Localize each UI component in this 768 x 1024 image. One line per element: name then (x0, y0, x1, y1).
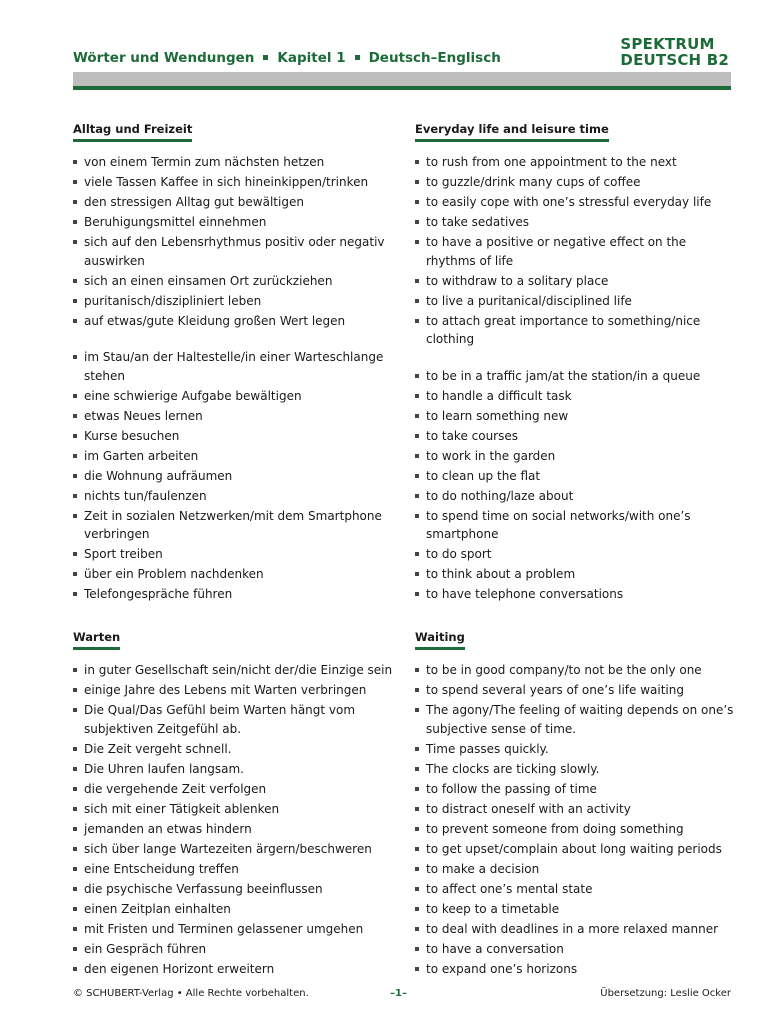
list-item: to take sedatives (415, 213, 735, 232)
list-item: nichts tun/faulenzen (73, 487, 393, 506)
separator-square-icon (263, 55, 268, 60)
list-item: to have a positive or negative effect on the rhythms of life (415, 233, 735, 270)
list-item: to clean up the flat (415, 467, 735, 486)
section-heading: Warten (73, 630, 120, 650)
list-item: jemanden an etwas hindern (73, 820, 393, 839)
list-item: Die Qual/Das Gefühl beim Warten hängt vom subjektiven Zeitgefühl ab. (73, 701, 393, 738)
list-item: to work in the garden (415, 447, 735, 466)
section-everyday (415, 118, 735, 604)
list-item: to rush from one appointment to the next (415, 153, 735, 172)
separator-square-icon (355, 55, 360, 60)
header-title (73, 50, 501, 66)
list-item: im Garten arbeiten (73, 447, 393, 466)
list-item: die psychische Verfassung beeinflussen (73, 880, 393, 899)
list-item: to guzzle/drink many cups of coffee (415, 173, 735, 192)
list-item: to get upset/complain about long waiting periods (415, 840, 735, 859)
list-item: to spend time on social networks/with one’s smartphone (415, 507, 735, 544)
list-item: to learn something new (415, 407, 735, 426)
list-item: im Stau/an der Haltestelle/in einer Warteschlange stehen (73, 348, 393, 385)
header-title-part: Wörter und Wendungen (73, 50, 255, 66)
list-item: Die Uhren laufen langsam. (73, 760, 393, 779)
list-item: von einem Termin zum nächsten hetzen (73, 153, 393, 172)
vocab-list (73, 153, 393, 604)
vocab-list (415, 153, 735, 604)
list-item: to have a conversation (415, 940, 735, 959)
list-item: ein Gespräch führen (73, 940, 393, 959)
section-warten (73, 626, 393, 980)
list-item: eine schwierige Aufgabe bewältigen (73, 387, 393, 406)
list-item: to think about a problem (415, 565, 735, 584)
list-item: Sport treiben (73, 545, 393, 564)
page-number: –1– (390, 988, 407, 999)
section-waiting (415, 626, 735, 980)
list-item: einige Jahre des Lebens mit Warten verbringen (73, 681, 393, 700)
list-item: eine Entscheidung treffen (73, 860, 393, 879)
list-item: The clocks are ticking slowly. (415, 760, 735, 779)
list-item: to make a decision (415, 860, 735, 879)
list-item: die Wohnung aufräumen (73, 467, 393, 486)
list-item: sich mit einer Tätigkeit ablenken (73, 800, 393, 819)
list-item: to affect one’s mental state (415, 880, 735, 899)
german-column (73, 118, 393, 976)
list-item: Die Zeit vergeht schnell. (73, 740, 393, 759)
list-item: to live a puritanical/disciplined life (415, 292, 735, 311)
list-item: to be in good company/to not be the only one (415, 661, 735, 680)
section-alltag (73, 118, 393, 604)
list-item: to keep to a timetable (415, 900, 735, 919)
list-item: to attach great importance to something/nice clothing (415, 312, 735, 349)
section-heading: Alltag und Freizeit (73, 122, 192, 142)
list-item: to expand one’s horizons (415, 960, 735, 979)
brand-line-2: DEUTSCH B2 (620, 51, 729, 69)
list-item: auf etwas/gute Kleidung großen Wert legen (73, 312, 393, 331)
list-item: to have telephone conversations (415, 585, 735, 604)
header-green-rule (73, 86, 731, 90)
brand-logo (620, 36, 729, 68)
list-item: The agony/The feeling of waiting depends on one’s subjective sense of time. (415, 701, 735, 738)
list-item: to deal with deadlines in a more relaxed manner (415, 920, 735, 939)
list-item: to do sport (415, 545, 735, 564)
list-item: sich an einen einsamen Ort zurückziehen (73, 272, 393, 291)
section-heading: Everyday life and leisure time (415, 122, 609, 142)
list-item: über ein Problem nachdenken (73, 565, 393, 584)
list-item: Telefongespräche führen (73, 585, 393, 604)
list-item: Beruhigungsmittel einnehmen (73, 213, 393, 232)
list-item: Kurse besuchen (73, 427, 393, 446)
list-item: to withdraw to a solitary place (415, 272, 735, 291)
section-heading: Waiting (415, 630, 465, 650)
header-title-part: Deutsch–Englisch (368, 50, 501, 66)
header-title-part: Kapitel 1 (277, 50, 346, 66)
list-item: mit Fristen und Terminen gelassener umgehen (73, 920, 393, 939)
list-item: to take courses (415, 427, 735, 446)
list-item: sich über lange Wartezeiten ärgern/beschweren (73, 840, 393, 859)
list-item: to follow the passing of time (415, 780, 735, 799)
english-column (415, 118, 735, 976)
brand-line-1: SPEKTRUM (620, 35, 715, 53)
page-header (73, 36, 731, 92)
list-item: puritanisch/diszipliniert leben (73, 292, 393, 311)
header-grey-bar (73, 72, 731, 86)
list-item: die vergehende Zeit verfolgen (73, 780, 393, 799)
list-item: einen Zeitplan einhalten (73, 900, 393, 919)
list-item: Time passes quickly. (415, 740, 735, 759)
vocab-list (415, 661, 735, 978)
list-item: to prevent someone from doing something (415, 820, 735, 839)
list-item: Zeit in sozialen Netzwerken/mit dem Smartphone verbringen (73, 507, 393, 544)
list-item: to handle a difficult task (415, 387, 735, 406)
list-item: to distract oneself with an activity (415, 800, 735, 819)
list-item: to be in a traffic jam/at the station/in a queue (415, 367, 735, 386)
list-item: den stressigen Alltag gut bewältigen (73, 193, 393, 212)
list-item: in guter Gesellschaft sein/nicht der/die Einzige sein (73, 661, 393, 680)
list-item: to spend several years of one’s life waiting (415, 681, 735, 700)
list-item: etwas Neues lernen (73, 407, 393, 426)
translator-credit: Übersetzung: Leslie Ocker (600, 988, 731, 999)
vocab-list (73, 661, 393, 978)
copyright-notice: © SCHUBERT-Verlag • Alle Rechte vorbehalten. (73, 988, 309, 999)
list-item: to easily cope with one’s stressful everyday life (415, 193, 735, 212)
list-item: sich auf den Lebensrhythmus positiv oder negativ auswirken (73, 233, 393, 270)
list-item: viele Tassen Kaffee in sich hineinkippen/trinken (73, 173, 393, 192)
list-item: to do nothing/laze about (415, 487, 735, 506)
list-item: den eigenen Horizont erweitern (73, 960, 393, 979)
